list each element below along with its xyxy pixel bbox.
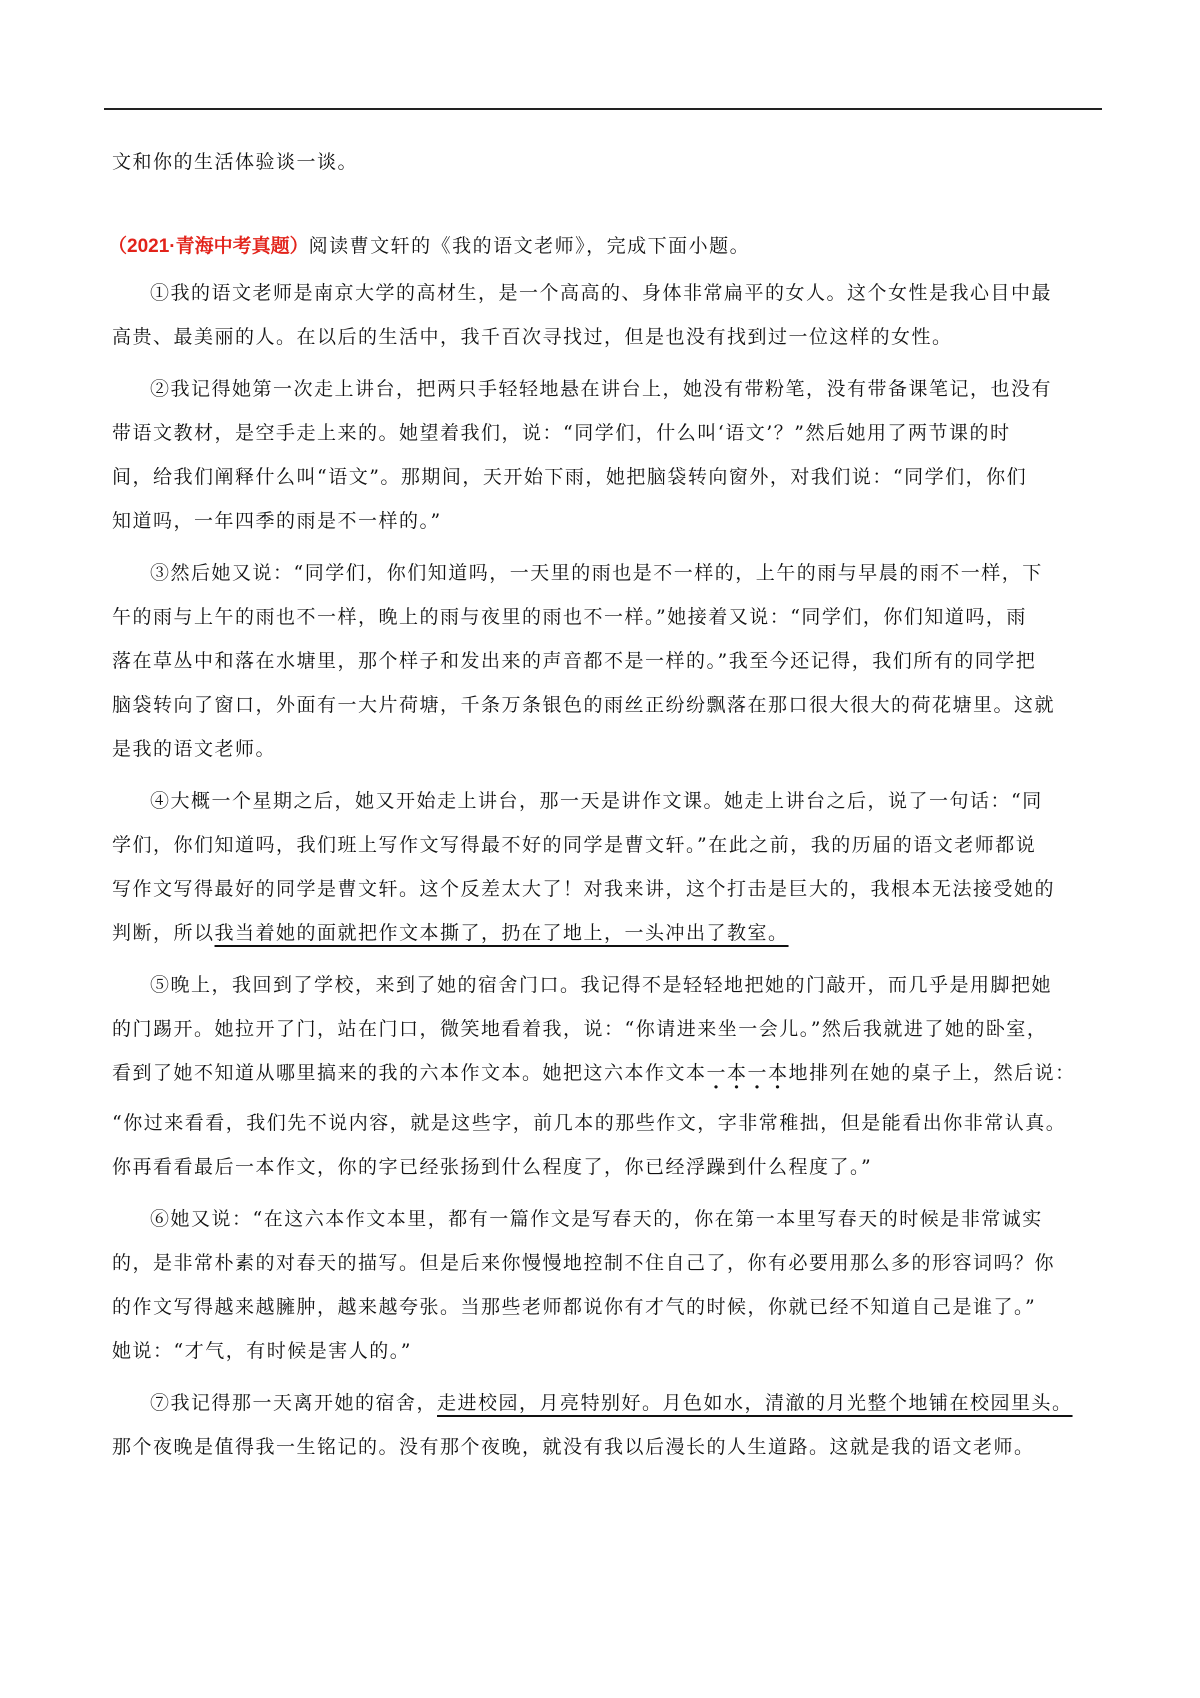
passage-line: 高贵、最美丽的人。在以后的生活中，我千百次寻找过，但是也没有找到过一位这样的女性。 [112,326,953,348]
passage-text: 看到了她不知道从哪里搞来的我的六本作文本。她把这六本作文本 [112,1062,707,1084]
passage-line: 的作文写得越来越臃肿，越来越夸张。当那些老师都说你有才气的时候，你就已经不知道自己是谁了。” [112,1296,1037,1318]
continuation-line: 文和你的生活体验谈一谈。 [112,151,359,173]
passage-line: 间，给我们阐释什么叫“语文”。那期间，天开始下雨，她把脑袋转向窗外，对我们说：“同学们，你们 [112,466,1028,488]
source-tag: （2021·青海中考真题） [108,236,309,257]
passage-line: 写作文写得最好的同学是曹文轩。这个反差太大了！对我来讲，这个打击是巨大的，我根本无法接受她的 [112,878,1056,900]
emphasis-dot-char: 本 [727,1062,748,1084]
passage-line: 落在草丛中和落在水塘里，那个样子和发出来的声音都不是一样的。”我至今还记得，我们所有的同学把 [112,650,1037,672]
question-instruction: 阅读曹文轩的《我的语文老师》，完成下面小题。 [308,235,751,257]
passage-line: 学们，你们知道吗，我们班上写作文写得最不好的同学是曹文轩。”在此之前，我的历届的语文老师都说 [112,834,1037,856]
passage-line: 午的雨与上午的雨也不一样，晚上的雨与夜里的雨也不一样。”她接着又说：“同学们，你们知道吗，雨 [112,606,1027,628]
emphasis-dot-char: 一 [706,1062,728,1084]
passage-line: 的门踢开。她拉开了门，站在门口，微笑地看着我，说：“你请进来坐一会儿。”然后我就进了她的卧室， [112,1018,1048,1040]
passage-line [112,919,789,947]
passage-text: 判断，所以 [112,922,215,944]
passage-line: “你过来看看，我们先不说内容，就是这些字，前几本的那些作文，字非常稚拙，但是能看出你非常认真。 [112,1112,1067,1134]
passage-line: 脑袋转向了窗口，外面有一大片荷塘，千条万条银色的雨丝正纷纷飘落在那口很大很大的荷花塘里。这就 [112,694,1056,716]
passage-line: ⑥她又说：“在这六本作文本里，都有一篇作文是写春天的，你在第一本里写春天的时候是非常诚实 [150,1208,1043,1230]
emphasis-dot-char: 本 [768,1062,789,1084]
passage-line: ②我记得她第一次走上讲台，把两只手轻轻地悬在讲台上，她没有带粉笔，没有带备课笔记，也没有 [150,378,1053,400]
passage-line: ④大概一个星期之后，她又开始走上讲台，那一天是讲作文课。她走上讲台之后，说了一句话：“同 [150,790,1043,812]
passage-text: ⑦我记得那一天离开她的宿舍， [150,1392,438,1414]
passage-line: 她说：“才气，有时候是害人的。” [112,1340,412,1362]
passage-text: 地排列在她的桌子上，然后说： [788,1062,1076,1084]
passage-line: ③然后她又说：“同学们，你们知道吗，一天里的雨也是不一样的，上午的雨与早晨的雨不一样，下 [150,562,1043,584]
underlined-sentence-1: 我当着她的面就把作文本撕了，扔在了地上，一头冲出了教室。 [214,922,789,944]
passage-line: 带语文教材，是空手走上来的。她望着我们，说：“同学们，什么叫‘语文’？”然后她用了两节课的时 [112,422,1011,444]
question-header [108,232,750,261]
passage-line: ①我的语文老师是南京大学的高材生，是一个高高的、身体非常扁平的女人。这个女性是我心目中最 [150,282,1053,304]
passage-line [150,1389,1073,1417]
passage-line: 是我的语文老师。 [112,738,277,760]
passage-line: ⑤晚上，我回到了学校，来到了她的宿舍门口。我记得不是轻轻地把她的门敲开，而几乎是用脚把她 [150,974,1053,996]
passage-line: 知道吗，一年四季的雨是不一样的。” [112,510,442,532]
passage-line: 你再看看最后一本作文，你的字已经张扬到什么程度了，你已经浮躁到什么程度了。” [112,1156,873,1178]
passage-line: 那个夜晚是值得我一生铭记的。没有那个夜晚，就没有我以后漫长的人生道路。这就是我的语文老师。 [112,1436,1035,1458]
passage-line [112,1059,1076,1087]
header-rule [104,108,1102,110]
underlined-sentence-2: 走进校园，月亮特别好。月色如水，清澈的月光整个地铺在校园里头。 [437,1392,1073,1414]
emphasis-dot-char: 一 [747,1062,769,1084]
passage-line: 的，是非常朴素的对春天的描写。但是后来你慢慢地控制不住自己了，你有必要用那么多的形容词吗？你 [112,1252,1056,1274]
